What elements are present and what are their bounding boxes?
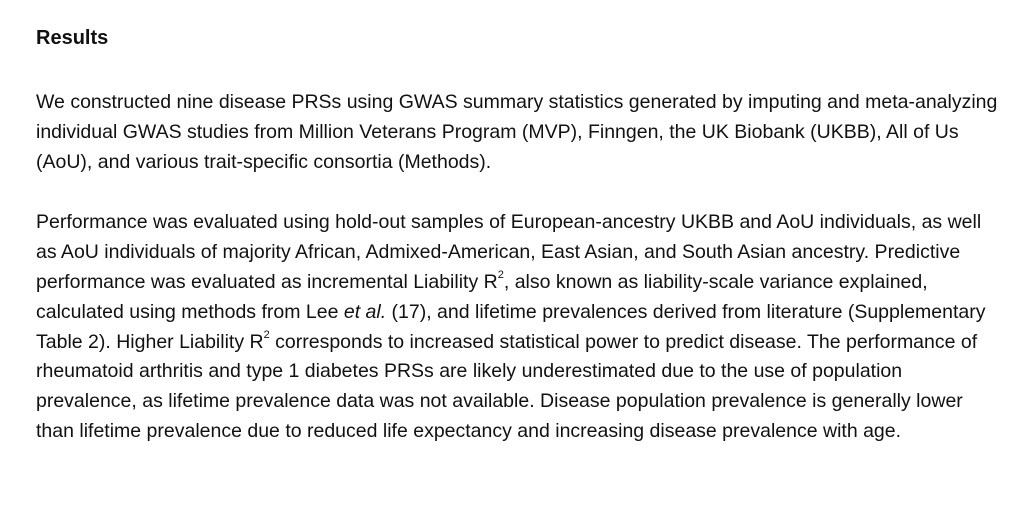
paragraph-methods-summary [36,88,1006,177]
results-section [36,24,1006,447]
paragraph-2-text-4: corresponds to increased statistical power to predict disease. The performance of rheumatoid arthritis and type 1 diabetes PRSs are likely underestimated due to the use of population prevalence, as lifetime prevalence data was not available. Disease population prevalence is generally lower than lifetime prevalence due to reduced life expectancy and increasing disease prevalence with age. [36,330,978,442]
paragraph-1-text: We constructed nine disease PRSs using GWAS summary statistics generated by imputing and meta-analyzing individual GWAS studies from Million Veterans Program (MVP), Finngen, the UK Biobank (UKBB), All of Us (AoU), and various trait-specific consortia (Methods). [36,91,998,173]
paragraph-2-text-1: Performance was evaluated using hold-out samples of European-ancestry UKBB and AoU individuals, as well as AoU individuals of majority African, Admixed-American, East Asian, and South Asian ancestry. Predictive performance was evaluated as incremental Liability R [36,211,982,293]
paragraph-performance [36,208,1006,446]
paragraph-2-text-2: , also known as liability-scale variance explained, calculated using methods from Lee [36,270,928,323]
section-heading: Results [36,27,109,49]
paragraph-2-text-3: (17), and lifetime prevalences derived from literature (Supplementary Table 2). Higher Liability R [36,300,986,353]
superscript-2: 2 [497,269,504,282]
et-al-citation: et al. [343,300,387,323]
superscript-2: 2 [263,329,270,342]
